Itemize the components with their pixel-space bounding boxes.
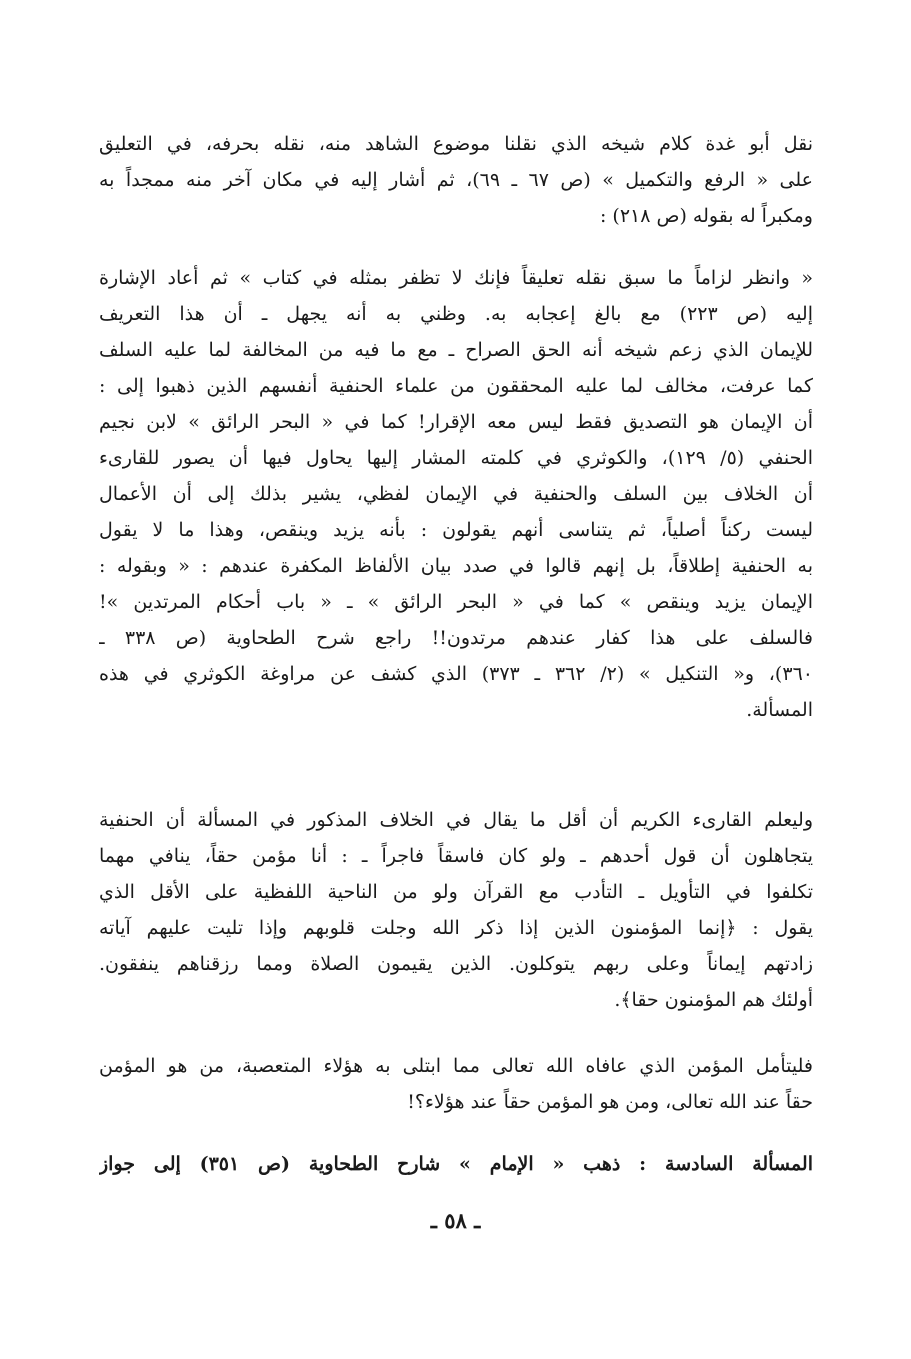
text-line: أن الإيمان هو التصديق فقط ليس معه الإقرار! كما في « البحر الرائق » لابن نجيم <box>99 411 813 433</box>
text-line: إليه (ص ٢٢٣) مع بالغ إعجابه به. وظني به أنه يجهل ـ أن هذا التعريف <box>99 303 813 325</box>
paragraph-3 <box>99 802 813 1018</box>
text-line: المسألة السادسة : ذهب « الإمام » شارح الطحاوية (ص ٣٥١) إلى جواز <box>99 1153 813 1175</box>
paragraph-2 <box>99 260 813 728</box>
text-line: أولئك هم المؤمنون حقا﴾. <box>614 989 813 1011</box>
text-line: فليتأمل المؤمن الذي عافاه الله تعالى مما ابتلى به هؤلاء المتعصبة، من هو المؤمن <box>99 1055 813 1077</box>
text-line: كما عرفت، مخالف لما عليه المحققون من علماء الحنفية أنفسهم الذين ذهبوا إلى : <box>99 375 813 397</box>
text-line: وليعلم القارىء الكريم أن أقل ما يقال في الخلاف المذكور في المسألة أن الحنفية <box>99 809 813 831</box>
text-line: المسألة. <box>746 699 813 721</box>
text-line: الإيمان يزيد وينقص » كما في « البحر الرائق » ـ « باب أحكام المرتدين »! <box>99 591 813 613</box>
text-line: للإيمان الذي زعم شيخه أنه الحق الصراح ـ مع ما فيه من المخالفة لما عليه السلف <box>99 339 813 361</box>
text-line: الحنفي (٥/ ١٢٩)، والكوثري في كلمته المشار إليها يحاول فيها أن يصور للقارىء <box>99 447 813 469</box>
page-number: ـ ٥٨ ـ <box>430 1208 481 1233</box>
text-line: « وانظر لزاماً ما سبق نقله تعليقاً فإنك لا تظفر بمثله في كتاب » ثم أعاد الإشارة <box>99 267 813 289</box>
paragraph-1 <box>99 126 813 234</box>
text-line: ٣٦٠)، و« التنكيل » (٢/ ٣٦٢ ـ ٣٧٣) الذي كشف عن مراوغة الكوثري في هذه <box>99 663 813 685</box>
paragraph-4 <box>99 1048 813 1120</box>
text-line: ليست ركناً أصلياً، ثم يتناسى أنهم يقولون : بأنه يزيد وينقص، وهذا ما لا يقول <box>99 519 813 541</box>
text-line: أن الخلاف بين السلف والحنفية في الإيمان لفظي، يشير بذلك إلى أن الأعمال <box>99 483 813 505</box>
text-line: ومكبراً له بقوله (ص ٢١٨) : <box>599 205 813 227</box>
section-heading-paragraph <box>99 1146 813 1182</box>
text-line: نقل أبو غدة كلام شيخه الذي نقلنا موضوع الشاهد منه، نقله بحرفه، في التعليق <box>99 133 813 155</box>
text-line: به الحنفية إطلاقاً، بل إنهم قالوا في صدد بيان الألفاظ المكفرة عندهم : « وبقوله : <box>99 555 813 577</box>
text-line: يتجاهلون أن قول أحدهم ـ ولو كان فاسقاً فاجراً ـ : أنا مؤمن حقاً، ينافي مهما <box>99 845 813 867</box>
text-line: تكلفوا في التأويل ـ التأدب مع القرآن ولو من الناحية اللفظية على الأقل الذي <box>99 881 813 903</box>
text-line: فالسلف على هذا كفار عندهم مرتدون!! راجع شرح الطحاوية (ص ٣٣٨ ـ <box>99 627 813 649</box>
text-line: حقاً عند الله تعالى، ومن هو المؤمن حقاً عند هؤلاء؟! <box>407 1091 813 1113</box>
text-line: زادتهم إيماناً وعلى ربهم يتوكلون. الذين يقيمون الصلاة ومما رزقناهم ينفقون. <box>99 953 813 975</box>
text-line: يقول : ﴿إنما المؤمنون الذين إذا ذكر الله وجلت قلوبهم وإذا تليت عليهم آياته <box>99 917 813 939</box>
text-line: على « الرفع والتكميل » (ص ٦٧ ـ ٦٩)، ثم أشار إليه في مكان آخر منه ممجداً به <box>99 169 813 191</box>
